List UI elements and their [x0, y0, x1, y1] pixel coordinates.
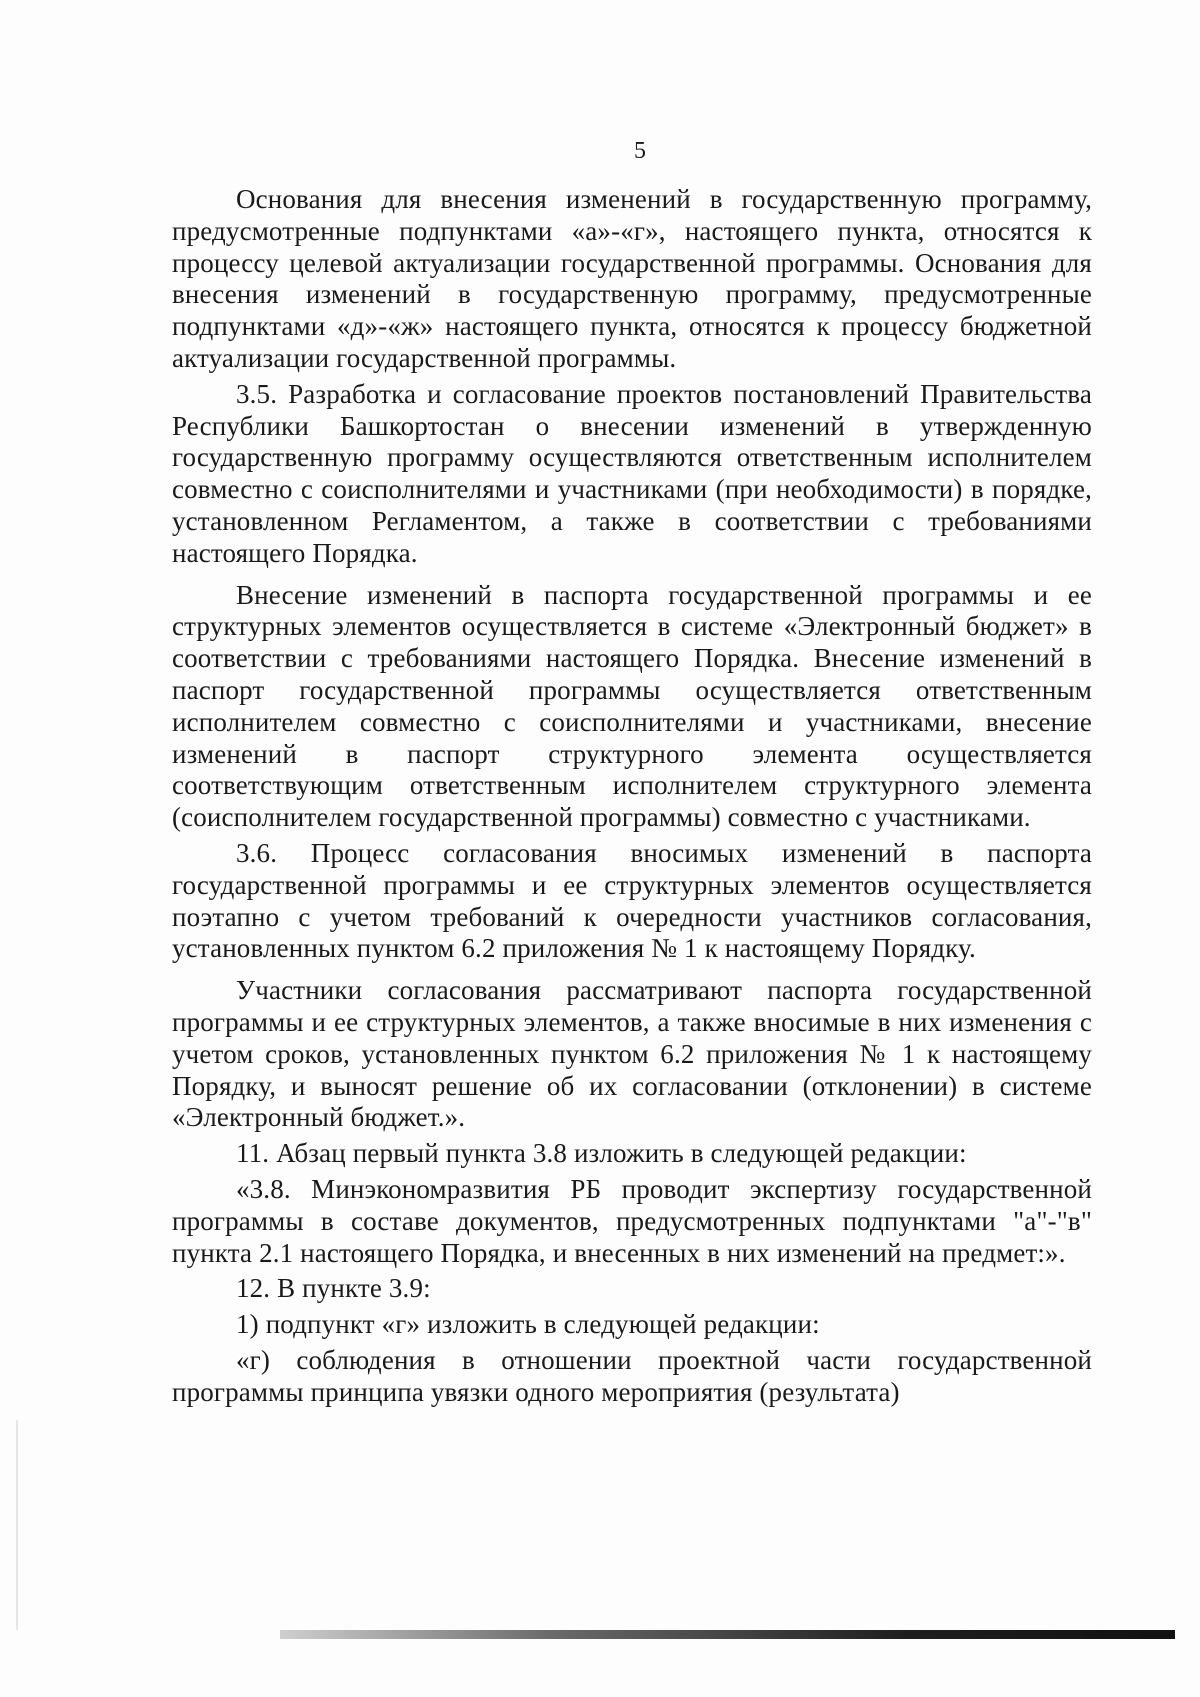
scan-bottom-rule	[280, 1630, 1175, 1639]
paragraph-item-12: 12. В пункте 3.9:	[236, 1273, 431, 1304]
paragraph-gap	[172, 570, 1092, 580]
paragraph-passport-changes: Внесение изменений в паспорта государственной программы и ее структурных элементов осуществляется в системе «Электронный бюджет» в соответствии с требованиями настоящего Порядка. Внесение изменений в паспорт государственной программы осуществляется ответственным исполнителем совместно с соисполнителями и участниками, внесение изменений в паспорт структурного элемента осуществляется соответствующим ответственным исполнителем структурного элемента (соисполнителем государственной программы) совместно с участниками.	[172, 579, 1092, 833]
paragraph-item-11: 11. Абзац первый пункта 3.8 изложить в следующей редакции:	[236, 1138, 967, 1169]
paragraph-3-5: 3.5. Разработка и согласование проектов постановлений Правительства Республики Башкортостан о внесении изменений в утвержденную государственную программу осуществляются ответственным исполнителем совместно с соисполнителями и участниками (при необходимости) в порядке, установленном Регламентом, а также в соответствии с требованиями настоящего Порядка.	[172, 378, 1092, 568]
paragraph-grounds: Основания для внесения изменений в государственную программу, предусмотренные подпунктами «а»-«г», настоящего пункта, относятся к процессу целевой актуализации государственной программы. Основания для внесения изменений в государственную программу, предусмотренные подпунктами «д»-«ж» настоящего пункта, относятся к процессу бюджетной актуализации государственной программы.	[172, 184, 1092, 373]
document-body	[172, 184, 1092, 1408]
paragraph-participants: Участники согласования рассматривают паспорта государственной программы и ее структурных элементов, а также вносимые в них изменения с учетом сроков, установленных пунктом 6.2 приложения № 1 к настоящему Порядку, и выносят решение об их согласовании (отклонении) в системе «Электронный бюджет.».	[172, 975, 1092, 1133]
scan-edge-mark	[16, 1420, 18, 1630]
paragraph-subitem-1: 1) подпункт «г» изложить в следующей редакции:	[236, 1309, 820, 1340]
paragraph-gap	[172, 965, 1092, 975]
paragraph-3-8: «3.8. Минэкономразвития РБ проводит экспертизу государственной программы в составе документов, предусмотренных подпунктами "а"-"в" пункта 2.1 настоящего Порядка, и внесенных в них изменений на предмет:».	[172, 1173, 1092, 1268]
paragraph-subitem-g: «г) соблюдения в отношении проектной части государственной программы принципа увязки одного мероприятия (результата)	[172, 1344, 1092, 1407]
page-number: 5	[634, 138, 646, 164]
paragraph-3-6: 3.6. Процесс согласования вносимых изменений в паспорта государственной программы и ее структурных элементов осуществляется поэтапно с учетом требований к очередности участников согласования, установленных пунктом 6.2 приложения № 1 к настоящему Порядку.	[172, 837, 1092, 964]
